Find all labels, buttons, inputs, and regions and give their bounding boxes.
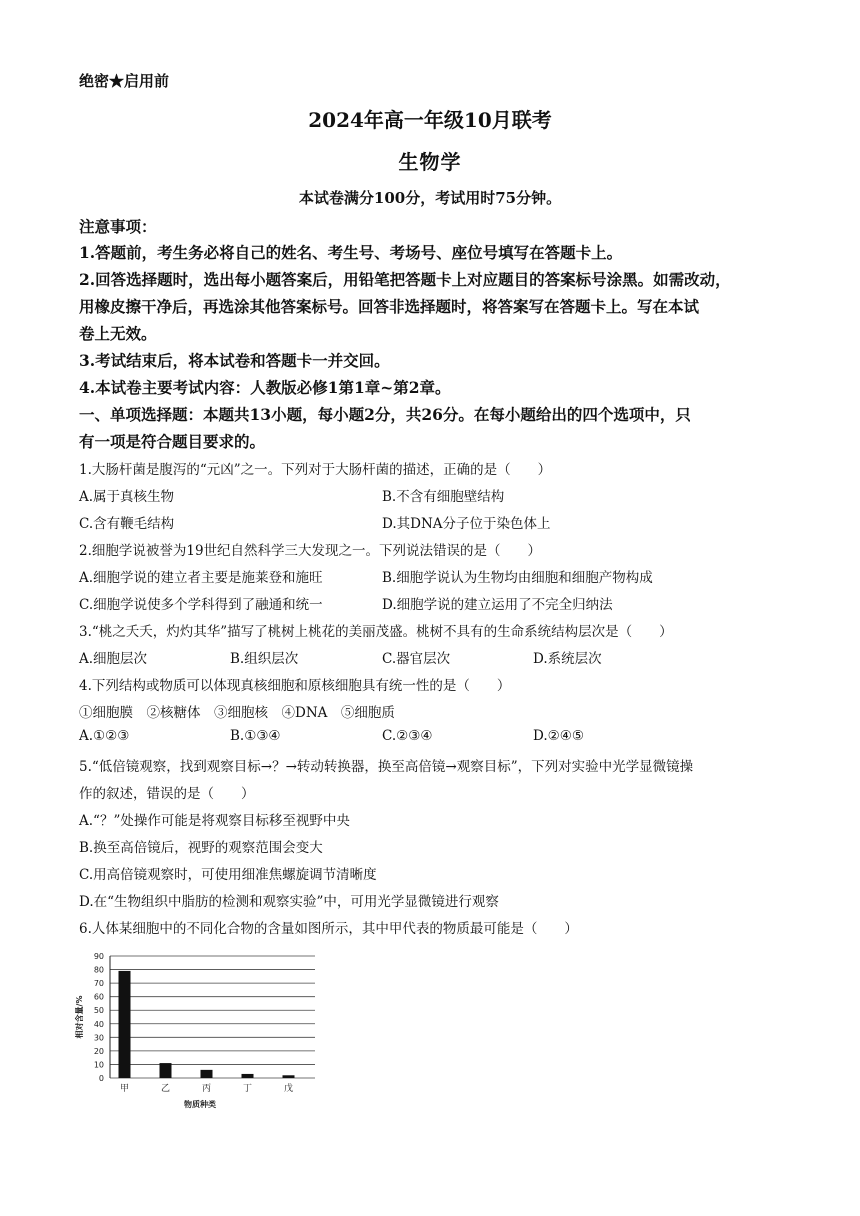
x-tick-label: 戊: [283, 1084, 294, 1094]
notice-item-2-line-2: 用橡皮擦干净后，再选涂其他答案标号。回答非选择题时，将答案写在答题卡上。写在本试: [79, 297, 700, 316]
q6-bar-chart: [70, 945, 340, 1115]
q5-option-b: B.换至高倍镜后，视野的观察范围会变大: [79, 840, 323, 856]
y-tick-label: 30: [93, 1033, 104, 1043]
exam-title: 2024年高一年级10月联考: [308, 108, 552, 132]
bar: [160, 1063, 172, 1078]
notice-item-1: 1.答题前，考生务必将自己的姓名、考生号、考场号、座位号填写在答题卡上。: [79, 243, 623, 262]
q2-option-b: B.细胞学说认为生物均由细胞和细胞产物构成: [382, 570, 653, 586]
notice-item-2-line-3: 卷上无效。: [79, 324, 157, 343]
y-tick-label: 60: [93, 992, 104, 1002]
q3-stem: 3.“桃之夭夭，灼灼其华”描写了桃树上桃花的美丽茂盛。桃树不具有的生命系统结构层次是（ ）: [79, 624, 673, 640]
q2-stem: 2.细胞学说被誉为19世纪自然科学三大发现之一。下列说法错误的是（ ）: [79, 543, 542, 559]
notice-item-3: 3.考试结束后，将本试卷和答题卡一并交回。: [79, 351, 390, 370]
x-tick-label: 丁: [242, 1084, 253, 1094]
bar: [242, 1074, 254, 1078]
y-tick-label: 40: [93, 1019, 104, 1029]
x-tick-label: 甲: [119, 1084, 130, 1094]
q5-option-a: A.“？”处操作可能是将观察目标移至视野中央: [79, 813, 350, 829]
x-tick-label: 乙: [160, 1084, 171, 1094]
q2-option-a: A.细胞学说的建立者主要是施莱登和施旺: [79, 570, 323, 586]
notice-heading: 注意事项：: [79, 217, 157, 236]
q1-option-a: A.属于真核生物: [79, 489, 175, 505]
q2-option-c: C.细胞学说使多个学科得到了融通和统一: [79, 597, 323, 613]
section-1-heading-line-1: 一、单项选择题：本题共13小题，每小题2分，共26分。在每小题给出的四个选项中，只: [79, 405, 691, 424]
y-tick-label: 10: [93, 1060, 104, 1070]
bar: [283, 1075, 295, 1078]
section-1-heading-line-2: 有一项是符合题目要求的。: [79, 432, 266, 451]
q1-option-b: B.不含有细胞壁结构: [382, 489, 505, 505]
q5-option-d: D.在“生物组织中脂肪的检测和观察实验”中，可用光学显微镜进行观察: [79, 894, 499, 910]
y-tick-label: 50: [93, 1006, 104, 1016]
y-tick-label: 0: [98, 1074, 104, 1083]
exam-info: 本试卷满分100分，考试用时75分钟。: [298, 189, 562, 207]
y-tick-label: 80: [93, 965, 104, 975]
q3-option-c: C.器官层次: [382, 651, 451, 667]
q5-stem-line-2: 作的叙述，错误的是（ ）: [79, 786, 255, 802]
q4-option-d: D.②④⑤: [533, 728, 584, 744]
y-tick-label: 70: [93, 979, 104, 989]
subject-title: 生物学: [398, 150, 462, 174]
q1-stem: 1.大肠杆菌是腹泻的“元凶”之一。下列对于大肠杆菌的描述，正确的是（ ）: [79, 462, 552, 478]
q2-option-d: D.细胞学说的建立运用了不完全归纳法: [382, 597, 613, 613]
x-axis-label: 物质种类: [184, 1100, 216, 1109]
secret-mark: 绝密★启用前: [79, 72, 170, 90]
q4-stem: 4.下列结构或物质可以体现真核细胞和原核细胞具有统一性的是（ ）: [79, 678, 511, 694]
q4-option-b: B.①③④: [230, 728, 281, 744]
y-tick-label: 20: [93, 1046, 104, 1056]
notice-item-2-line-1: 2.回答选择题时，选出每小题答案后，用铅笔把答题卡上对应题目的答案标号涂黑。如需改动，: [79, 270, 731, 289]
q4-option-c: C.②③④: [382, 728, 433, 744]
notice-item-4: 4.本试卷主要考试内容：人教版必修1第1章~第2章。: [79, 378, 451, 397]
q6-stem: 6.人体某细胞中的不同化合物的含量如图所示，其中甲代表的物质最可能是（ ）: [79, 921, 578, 937]
q3-option-b: B.组织层次: [230, 651, 299, 667]
q5-option-c: C.用高倍镜观察时，可使用细准焦螺旋调节清晰度: [79, 867, 377, 883]
x-tick-label: 丙: [201, 1084, 212, 1094]
q1-option-c: C.含有鞭毛结构: [79, 516, 175, 532]
y-tick-label: 90: [93, 952, 104, 961]
bar: [119, 971, 131, 1078]
q4-items: ①细胞膜 ②核糖体 ③细胞核 ④DNA ⑤细胞质: [79, 705, 395, 721]
q3-option-a: A.细胞层次: [79, 651, 148, 667]
q1-option-d: D.其DNA分子位于染色体上: [382, 516, 551, 532]
q3-option-d: D.系统层次: [533, 651, 602, 667]
q5-stem-line-1: 5.“低倍镜观察，找到观察目标→？→转动转换器，换至高倍镜→观察目标”，下列对实验中光学显微镜操: [79, 759, 694, 775]
y-axis-label: 相对含量/%: [75, 995, 84, 1039]
bar: [201, 1070, 213, 1078]
q4-option-a: A.①②③: [79, 728, 130, 744]
